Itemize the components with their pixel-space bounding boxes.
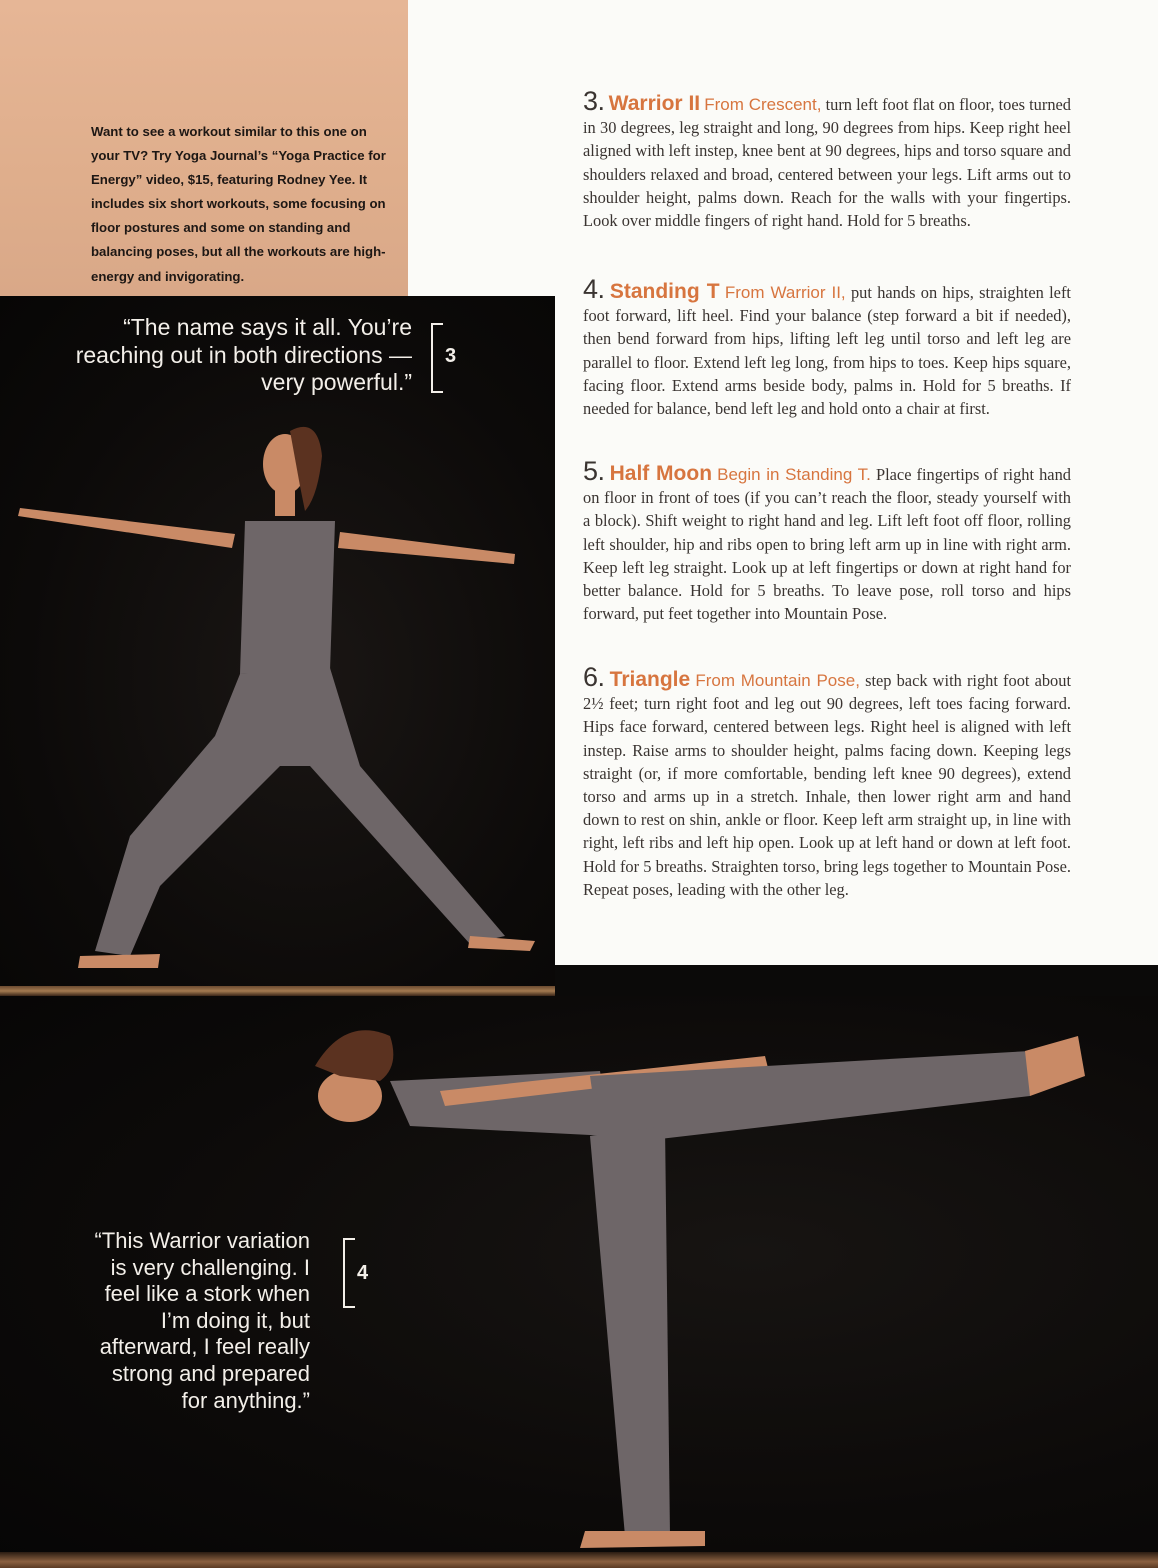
pose-name: Triangle [609,668,691,691]
pull-quote: “The name says it all. You’re reaching out in both directions — very powerful.” [75,314,412,395]
photo-number: 3 [445,345,457,367]
bracket-icon [431,323,443,393]
pose-from: From Warrior II, [724,283,846,302]
step-text: Place fingertips of right hand on floor in front of toes (if you can’t reach the floor, steady yourself with a block). Shift weight to right hand and leg. Lift left foot off floor, rolling left shoulder, hip and ribs open to bring left arm up in line with right arm. Keep left leg straight. Look up at left fingertips or down at right hand for better balance. Hold for 5 breaths. To leave pose, roll torso and hips forward, put feet together into Mountain Pose. [583,465,1071,624]
pose-name: Warrior II [608,92,701,115]
pose-from: From Mountain Pose, [695,671,860,690]
step-text: step back with right foot about 2½ feet; turn right foot and leg out 90 degrees, left toes facing forward. Hips face forward, centered between legs. Right heel is aligned with left instep. Raise arms to shoulder height, palms facing down. Keeping legs straight (or, if more comfortable, bending left knee 90 degrees), extend torso and arms up in a stretch. Inhale, then lower right arm and hand down to rest on shin, ankle or floor. Keep left arm straight up, in line with right, left ribs and left hip open. Look up at left hand or down at left foot. Hold for 5 breaths. Straighten torso, bring legs together to Mountain Pose. Repeat poses, leading with the other leg. [583,671,1071,899]
step-6 [583,662,1071,901]
pull-quote: “This Warrior variation is very challenging. I feel like a stork when I’m doing it, but afterward, I feel really strong and prepared for anything.” [94,1228,310,1413]
step-number: 4. [583,274,605,304]
pose-name: Standing T [609,280,720,303]
pose-name: Half Moon [609,462,713,485]
step-4 [583,274,1071,420]
step-text: turn left foot flat on floor, toes turned in 30 degrees, leg straight and long, 90 degrees from hips. Keep right heel aligned with left instep, knee bent at 90 degrees, hips and torso square and shoulders relaxed and broad, centered between your legs. Lift arms out to shoulder height, palms down. Reach for the walls with your fingertips. Look over middle fingers of right hand. Hold for 5 breaths. [583,95,1071,231]
pose-from: From Crescent, [704,95,822,114]
step-number: 6. [583,662,605,692]
photo-number: 4 [357,1262,369,1284]
top-gap [408,0,555,296]
pose-from: Begin in Standing T. [717,465,871,484]
step-number: 5. [583,456,605,486]
sidebar-text: Want to see a workout similar to this one on your TV? Try Yoga Journal’s “Yoga Practice for Energy” video, $15, featuring Rodney Yee. It includes six short workouts, some focusing on floor postures and some on standing and balancing poses, but all the workouts are high-energy and invigorating. [91,124,386,284]
bracket-icon [343,1238,355,1308]
sidebar-panel [0,0,408,296]
step-3 [583,86,1071,232]
step-5 [583,456,1071,625]
warrior-figure [0,296,555,986]
step-text: put hands on hips, straighten left foot forward, lift heel. Find your balance (step forward a bit if needed), then bend forward from hips, lifting left leg until torso and left leg are parallel to floor. Extend left leg long, from hips to toes. Keep hips square, facing floor. Extend arms beside body, palms in. Hold for 5 breaths. If needed for balance, bend left leg and hold onto a chair at first. [583,283,1071,419]
step-number: 3. [583,86,605,116]
floor-strip [0,986,555,996]
